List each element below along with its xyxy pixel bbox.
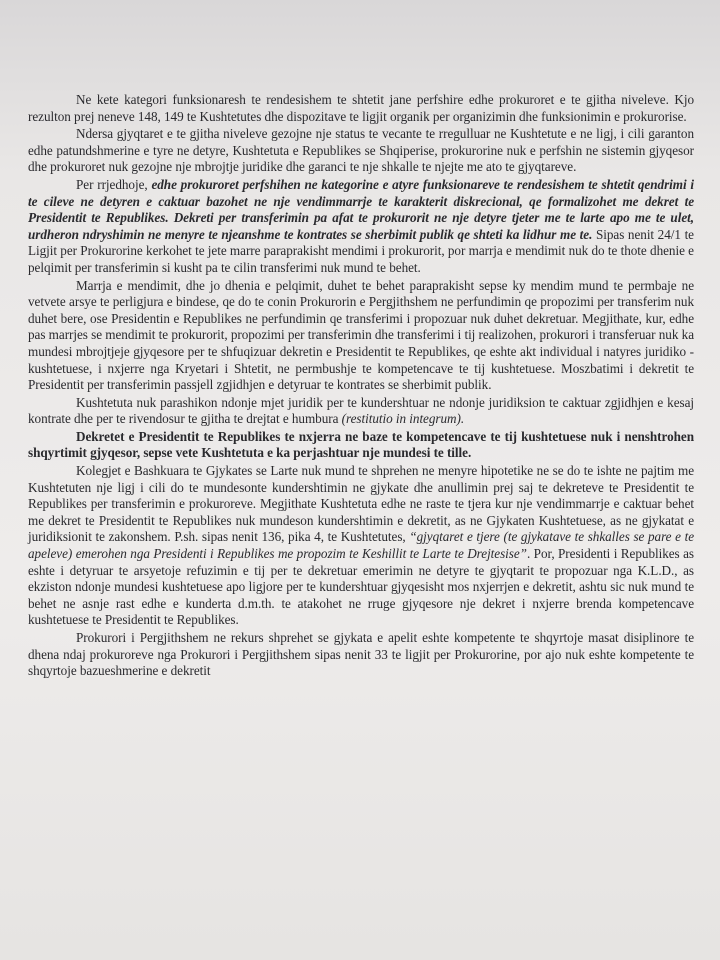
- paragraph-5-text: Kushtetuta nuk parashikon ndonje mjet juridik per te kundershtuar ne ndonje juridiksion te caktuar zgjidhjen e kesaj kontrate dhe per te rivendosur te gjitha te drejtat e humbura: [28, 394, 694, 427]
- paragraph-1: Ne kete kategori funksionaresh te rendesishem te shtetit jane perfshire edhe prokuroret e te gjitha niveleve. Kjo rezulton prej neneve 148, 149 te Kushtetutes dhe dispozitave te ligjit organik per organizimin dhe funksionimin e prokurorise.: [28, 92, 694, 124]
- paragraph-8: Prokurori i Pergjithshem ne rekurs shprehet se gjykata e apelit eshte kompetente te shqyrtoje masat disiplinore te dhena ndaj prokuroreve nga Prokurori i Pergjithshem sipas nenit 33 te ligjit per Prokurorine, por ajo nuk eshte kompetente te shqyrtoje bazueshmerine e dekretit: [28, 630, 694, 679]
- paragraph-5: [28, 395, 694, 428]
- paragraph-3-tail: Sipas nenit 24/1 te Ligjit per Prokurorine kerkohet te jete marre paraprakisht mendimi i prokurorit, por marrja e mendimit nuk do te thote dhenie e pelqimit per transferimin si kusht pa te cilin transferimi nuk mund te behet.: [28, 226, 694, 275]
- paragraph-3: [28, 177, 694, 277]
- paragraph-2: Ndersa gjyqtaret e te gjitha niveleve gezojne nje status te vecante te rregulluar ne Kushtetute e ne ligj, i cili garanton edhe patundshmerine e tyre ne detyre, Kushtetuta e Republikes se Shqiperise, prokurorine nuk e perfshin ne sistemin gjyqesor dhe prokuroret nuk gezojne nje mbrojtje juridike dhe garanci te nje shkalle te njejte me ato te gjyqtareve.: [28, 126, 694, 175]
- paragraph-7-tail: . Por, Presidenti i Republikes as eshte i detyruar te arsyetoje refuzimin e tij per te dekretuar emerimin ne detyre te gjyqtarit te propozuar nga K.L.D., as ekziston ndonje mundesi kushtetuese apo ligjore per te kundershtuar gjyqesisht mos nxjerrjen e dekretit, ashtu sic nuk mund te behet ne asnje rast edhe e kunderta d.m.th. te atakohet ne rruge gjyqesore nje dekret i nxjerre brenda kompetencave kushtetuese te Presidentit te Republikes.: [28, 546, 694, 628]
- paragraph-3-emphasis: edhe prokuroret perfshihen ne kategorine e atyre funksionareve te rendesishem te shtetit qendrimi i te cileve ne detyren e caktuar bazohet ne nje vendimmarrje te karakterit diskrecional, qe formalizohet me dekret te Presidentit te Republikes. Dekreti per transferimin pa afat te prokurorit ne nje detyre tjeter me te larte apo me te ulet, urdheron ndryshimin ne menyre te njeanshme te kontrates se sherbimit publik qe shteti ka lidhur me te.: [28, 176, 694, 242]
- paragraph-6-bold: Dekretet e Presidentit te Republikes te nxjerra ne baze te kompetencave te tij kushtetuese nuk i nenshtrohen shqyrtimit gjyqesor, sepse vete Kushtetuta e ka perjashtuar nje mundesi te tille.: [28, 428, 694, 461]
- paragraph-7-lead: Kolegjet e Bashkuara te Gjykates se Larte nuk mund te shprehen ne menyre hipotetike ne se do te ishte ne pajtim me Kushtetuten nje ligj i cili do te mundesonte kundershtimin ne gjykate dhe anullimin prej saj te dekreteve te Presidentit te Republikes per transferimin e prokuroreve. Megjithate Kushtetuta edhe ne raste te tjera kur nje vendimmarrje e caktuar behet me dekret te Presidentit te Republikes nuk mundeson kundershtimin e dekretit, as ne Gjykaten Kushtetuese, as ne gjykatat e juridiksionit te zakonshem. P.sh. sipas nenit 136, pika 4, te Kushtetutes,: [28, 463, 694, 545]
- paragraph-3-lead: Per rrjedhoje,: [76, 176, 152, 192]
- paragraph-4: Marrja e mendimit, dhe jo dhenia e pelqimit, duhet te behet paraprakisht sepse ky mendim mund te permbaje ne vetvete arsye te perligjura e bindese, qe do te conin Prokurorin e Pergjithshem ne perfundimin qe propozimi per transferim nuk duhet bere, ose Presidentin e Republikes ne perfundimin qe transferimi i propozuar nuk duhet dekretuar. Megjithate, kur, edhe pas marrjes se mendimit te prokurorit, propozimi per transferimin dhe transferimi i tij realizohen, prokurori i transferuar nuk ka mundesi mbrojtjeje gjyqesore per te shfuqizuar dekretin e Presidentit te Republikes, qe eshte akt individual i natyres juridiko - kushtetuese, i nxjerre nga Kryetari i Shtetit, ne permbushje te kompetencave te tij kushtetuese. Moszbatimi i dekretit te Presidentit per transferimin passjell zgjidhjen e detyruar te kontrates se sherbimit publik.: [28, 277, 694, 393]
- paragraph-7: [28, 463, 694, 629]
- paragraph-7-quote: “gjyqtaret e tjere (te gjykatave te shkalles se pare e te apeleve) emerohen nga Presidenti i Republikes me propozim te Keshillit te Larte te Drejtesise”: [28, 529, 694, 562]
- paragraph-5-latin: (restitutio in integrum).: [341, 411, 465, 427]
